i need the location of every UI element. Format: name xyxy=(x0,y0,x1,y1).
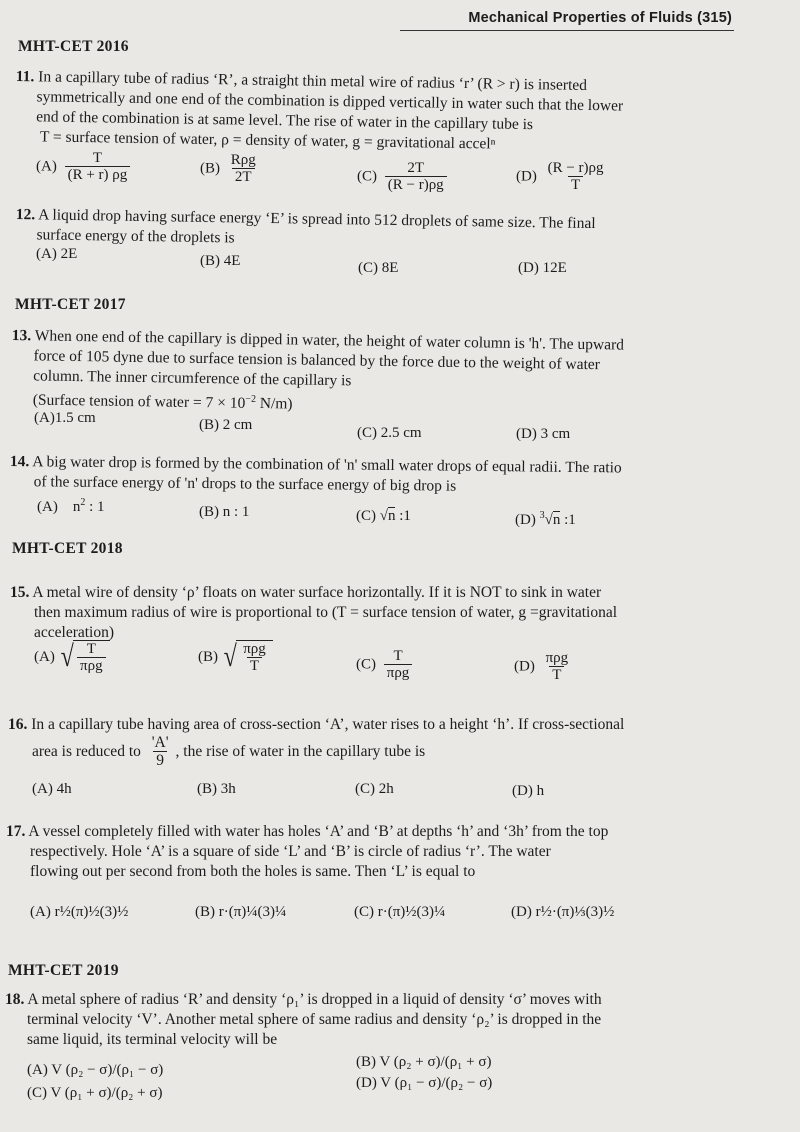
option-b xyxy=(200,152,263,186)
option-a: (A) $n^2$ : 1 xyxy=(37,497,105,515)
question-text-line: A metal sphere of radius ‘R’ and density ‘ρ₁’ is dropped in a liquid of density ‘σ’ moves with xyxy=(27,991,602,1008)
option-b: (B) √ $\frac{\text{πρg}}{T}$ xyxy=(198,640,273,675)
option-b: (B) 3h xyxy=(197,781,236,797)
option-d: (D) $^3$√n :1 xyxy=(515,510,576,528)
question-text-line: A liquid drop having surface energy ‘E’ is spread into 512 droplets of same size. The final xyxy=(38,206,596,233)
question-number: 16. xyxy=(8,716,28,733)
fraction: $\frac{2T}{(R - r)\rho g}$ xyxy=(385,160,447,194)
question-11 xyxy=(15,67,624,157)
question-number: 12. xyxy=(15,205,36,224)
question-text-line: same liquid, its terminal velocity will be xyxy=(27,1031,278,1048)
question-number: 13. xyxy=(11,326,32,345)
option-c: (C) 2h xyxy=(355,781,394,797)
question-12 xyxy=(15,205,595,254)
option-d: (D) $\frac{\text{πρg}}{T}$ xyxy=(514,650,569,683)
option-c: (C) r·(π)½(3)¼ xyxy=(354,904,446,920)
option-c: (C) √n :1 xyxy=(356,508,411,524)
question-text-line: A metal wire of density ‘ρ’ floats on water surface horizontally. If it is NOT to sink in water xyxy=(32,584,602,601)
question-text-line: column. The inner circumference of the capillary is xyxy=(33,367,352,390)
question-text-line: then maximum radius of wire is proportional to (T = surface tension of water, g =gravitational xyxy=(34,604,618,621)
option-a: (A)1.5 cm xyxy=(34,410,96,426)
question-text-line: terminal velocity ‘V’. Another metal sphere of same radius and density ‘ρ₂’ is dropped in the xyxy=(27,1011,602,1028)
option-c: (C) 2.5 cm xyxy=(357,425,422,441)
option-c xyxy=(357,160,451,194)
question-text-line: In a capillary tube having area of cross-section ‘A’, water rises to a height ‘h’. If cross-sectional xyxy=(31,716,625,733)
question-text-line: A vessel completely filled with water has holes ‘A’ and ‘B’ at depths ‘h’ and ‘3h’ from the top xyxy=(28,823,609,840)
question-number: 14. xyxy=(9,452,30,471)
question-18 xyxy=(5,990,602,1050)
option-c: (C) $\frac{T}{\text{πρg}}$ xyxy=(356,648,416,682)
section-heading-2016: MHT-CET 2016 xyxy=(18,38,129,55)
question-number: 15. xyxy=(10,584,30,601)
option-label: (A) xyxy=(36,158,57,175)
question-text-line: respectively. Hole ‘A’ is a square of side ‘L’ and ‘B’ is circle of radius ‘r’. The water xyxy=(30,843,551,860)
fraction: $\frac{\text{Rρg}}{2T}$ xyxy=(230,152,256,185)
fraction: $\frac{(R - r)\rho g}{T}$ xyxy=(547,160,604,193)
option-label: (D) xyxy=(516,168,537,185)
option-a xyxy=(36,150,134,184)
question-text-line: A big water drop is formed by the combination of 'n' small water drops of equal radii. The ratio xyxy=(32,453,622,477)
section-heading-2017: MHT-CET 2017 xyxy=(15,296,126,313)
option-d: (D) 3 cm xyxy=(516,426,571,442)
option-d: (D) V (ρ₁ − σ)/(ρ₂ − σ) xyxy=(356,1075,493,1091)
option-c: (C) 8E xyxy=(358,260,399,276)
question-text-line: flowing out per second from both the holes is same. Then ‘L’ is equal to xyxy=(30,863,476,880)
question-number: 17. xyxy=(6,823,26,840)
option-b: (B) V (ρ₂ + σ)/(ρ₁ + σ) xyxy=(356,1054,492,1070)
question-text-line: When one end of the capillary is dipped in water, the height of water column is 'h'. The upward xyxy=(34,327,625,354)
option-d: (D) h xyxy=(512,783,545,799)
question-15 xyxy=(10,583,617,643)
option-a: (A) 4h xyxy=(32,781,72,797)
option-b: (B) 4E xyxy=(200,253,241,269)
question-text-line: force of 105 dyne due to surface tension is balanced by the force due to the weight of water xyxy=(33,347,601,374)
section-heading-2019: MHT-CET 2019 xyxy=(8,962,119,979)
option-label: (B) xyxy=(200,160,220,177)
page-header-title: Mechanical Properties of Fluids (315) xyxy=(468,10,732,26)
question-13 xyxy=(11,326,624,420)
option-c: (C) V (ρ₁ + σ)/(ρ₂ + σ) xyxy=(27,1085,163,1101)
question-16-line-2: area is reduced to $\frac{'A'}{9}$ , the rise of water in the capillary tube is xyxy=(32,734,426,769)
question-14 xyxy=(10,452,622,498)
question-number: 11. xyxy=(15,67,35,86)
option-d: (D) r½·(π)⅓(3)½ xyxy=(511,904,615,920)
question-text-line: end of the combination is at same level. The rise of water in the capillary tube is xyxy=(36,108,534,134)
section-heading-2018: MHT-CET 2018 xyxy=(12,540,123,557)
option-a: (A) 2E xyxy=(36,246,78,262)
question-text-line: (Surface tension of water = $7 \times 10^{-2}$ N/m) xyxy=(32,391,293,413)
header-rule xyxy=(400,30,734,31)
question-text-line: of the surface energy of 'n' drops to the surface energy of big drop is xyxy=(33,473,457,495)
option-a: (A) √ $\frac{T}{\text{πρg}}$ xyxy=(34,640,110,675)
question-text-line: In a capillary tube of radius ‘R’, a straight thin metal wire of radius ‘r’ (R > r) is inserted xyxy=(38,68,588,94)
option-d: (D) 12E xyxy=(518,260,567,276)
question-text-line: T = surface tension of water, ρ = density of water, g = gravitational accelⁿ xyxy=(39,128,496,153)
option-b: (B) 2 cm xyxy=(199,417,253,433)
option-b: (B) n : 1 xyxy=(199,504,250,520)
question-text-line: surface energy of the droplets is xyxy=(36,226,235,247)
option-d xyxy=(516,160,611,194)
question-text-line: symmetrically and one end of the combination is dipped vertically in water such that the lower xyxy=(36,88,624,115)
option-b: (B) r·(π)¼(3)¼ xyxy=(195,904,287,920)
option-a: (A) r½(π)½(3)½ xyxy=(30,904,129,920)
question-17 xyxy=(6,822,608,882)
option-a: (A) V (ρ₂ − σ)/(ρ₁ − σ) xyxy=(27,1062,164,1078)
option-label: (C) xyxy=(357,168,377,185)
question-16 xyxy=(8,715,624,735)
question-number: 18. xyxy=(5,991,25,1008)
fraction: $\frac{T}{(R + r) \rho g}$ xyxy=(65,150,131,184)
question-text-line: acceleration) xyxy=(34,624,115,641)
